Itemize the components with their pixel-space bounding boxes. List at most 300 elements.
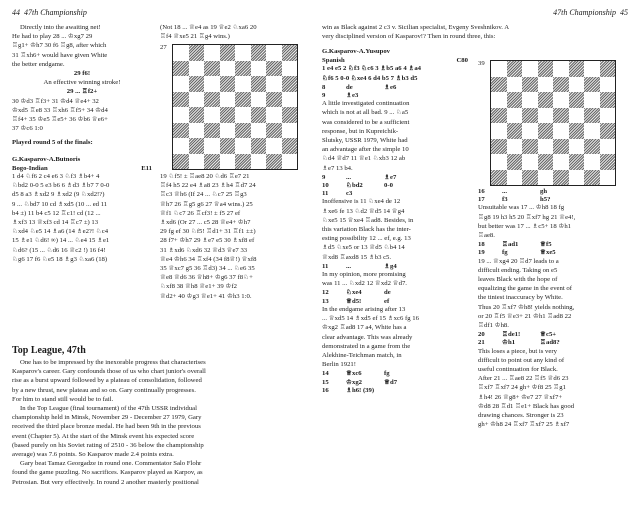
note-line: ♔xg2 ♖ad8 17 a4, White has a bbox=[322, 324, 407, 332]
game-opening: Bogo-Indian bbox=[12, 164, 48, 172]
board-square bbox=[266, 45, 282, 61]
after-line: 35 ♕xc7 g5 36 ♖d3) 34 ... ♘e6 35 bbox=[160, 265, 255, 273]
move-black: ♗g4 bbox=[384, 262, 397, 270]
note-line: the tiniest inaccuracy by White. bbox=[478, 294, 563, 302]
note-line: which is not at all bad. 9 ... ♘a5 bbox=[322, 109, 409, 117]
game-players: G.Kasparov-A.Yusupov bbox=[322, 48, 391, 55]
board-square bbox=[235, 92, 251, 108]
note-line: ♕xd8 ♖axd8 15 ♗b3 c5. bbox=[322, 253, 392, 261]
board-square bbox=[553, 154, 569, 170]
note-line: was 11 ... ♘xd2 12 ♕xd2 ♕d7. bbox=[322, 280, 407, 288]
board-square bbox=[538, 108, 554, 124]
note-line: A little investigated continuation bbox=[322, 100, 410, 108]
body-line: For him to stand still would be to fail. bbox=[12, 395, 114, 403]
note-line: gh+ ♔h8 24 ♖xf7 ♖xf7 25 ♗xf7 bbox=[478, 421, 570, 429]
game-line: ♘g6 17 f6 ♘e5 18 ♗g3 ♘xa6 (18) bbox=[12, 255, 108, 263]
note-line: esting possibility 12 ... ef, e.g. 13 bbox=[322, 235, 411, 243]
board-square bbox=[189, 45, 205, 61]
board-square bbox=[584, 92, 600, 108]
board-square bbox=[538, 170, 554, 186]
move-row bbox=[322, 263, 468, 271]
move-black: de bbox=[384, 289, 391, 297]
board-square bbox=[173, 45, 189, 61]
board-square bbox=[173, 61, 189, 77]
note-line: This loses a piece, but is very bbox=[478, 347, 557, 355]
board-square bbox=[600, 77, 616, 93]
board-square bbox=[553, 77, 569, 93]
board-square bbox=[220, 107, 236, 123]
board-square bbox=[189, 76, 205, 92]
game-line: d5 8 a3 ♗xd2 9 ♗xd2 (9 ♘xd2!?) bbox=[12, 191, 105, 199]
move-number: 21 bbox=[478, 339, 485, 347]
move-row bbox=[478, 188, 628, 196]
move-white: ♗e3 bbox=[346, 92, 359, 100]
board-square bbox=[569, 123, 585, 139]
note-line: Slutsky, USSR 1979, White had bbox=[322, 137, 408, 145]
move-white: ♗h6! (39) bbox=[346, 386, 375, 394]
move-black: ♕d7 bbox=[384, 378, 398, 386]
game-line: 1 e4 e5 2 ♘f3 ♘c6 3 ♗b5 a6 4 ♗a4 bbox=[322, 65, 422, 73]
game-line: 15 ♗e1 ♘d6! ∞) 14 ... ♘e4 15 ♗e1 bbox=[12, 237, 110, 245]
board-square bbox=[569, 92, 585, 108]
move-number: 16 bbox=[478, 188, 485, 195]
move-number: 10 bbox=[322, 182, 329, 190]
board-square bbox=[235, 138, 251, 154]
move-black: ♕xe5 bbox=[540, 249, 556, 257]
board-square bbox=[173, 138, 189, 154]
board-square bbox=[220, 154, 236, 170]
body-line: championship held in Minsk, November 29 - December 27 1979, Gary bbox=[12, 414, 202, 422]
board-square bbox=[553, 139, 569, 155]
board-square bbox=[220, 76, 236, 92]
left-running-title: 47th Championship bbox=[24, 8, 87, 17]
move-number: 15 bbox=[322, 378, 329, 386]
board-square bbox=[204, 138, 220, 154]
board-square bbox=[251, 154, 267, 170]
after-line: ♕h7 26 ♖g5 g6 27 ♕a4 wins.) 25 bbox=[160, 200, 253, 208]
after-line: ♕f1 ♘c7 26 ♖cf3! ± f5 27 ef bbox=[160, 209, 241, 217]
board-square bbox=[538, 154, 554, 170]
board-square bbox=[600, 92, 616, 108]
board-square bbox=[600, 154, 616, 170]
game-line: 9 ... ♘bd7 10 cd ♗xd5 (10 ... ed 11 bbox=[12, 200, 108, 208]
body-line: (based purely on his Soviet rating of 2510 - 36 below the championship bbox=[12, 441, 204, 449]
game-eco: E11 bbox=[141, 164, 152, 172]
left-column-2 bbox=[160, 24, 312, 42]
board-square bbox=[220, 123, 236, 139]
game-opening: Spanish bbox=[322, 57, 345, 65]
move-white: ... bbox=[502, 188, 508, 195]
left-running-head bbox=[12, 8, 87, 17]
move-number: 18 bbox=[478, 241, 485, 249]
left-column-2-after bbox=[160, 173, 312, 302]
move-black: ♕f5 bbox=[540, 241, 552, 249]
note-line: Berlin 1921! bbox=[322, 361, 356, 369]
move-number: 9 bbox=[322, 173, 326, 181]
board-square bbox=[600, 61, 616, 77]
game-players: G.Kasparov-A.Butnoris bbox=[12, 155, 81, 163]
note-line: an advantage after the simple 10 bbox=[322, 146, 409, 154]
board-square bbox=[522, 154, 538, 170]
board-square bbox=[538, 77, 554, 93]
board-square bbox=[189, 107, 205, 123]
board-square bbox=[569, 139, 585, 155]
move-white: fg bbox=[502, 249, 508, 257]
note-line: Thus 20 ♖xf7 ♔h8! yields nothing, bbox=[478, 303, 575, 311]
board-square bbox=[522, 92, 538, 108]
board-square bbox=[522, 77, 538, 93]
left-column-1 bbox=[12, 24, 152, 265]
board-square bbox=[204, 76, 220, 92]
body-line: Kasparov's career. Gary confounds those of us who chart junior's overall bbox=[12, 368, 206, 376]
board-square bbox=[282, 138, 298, 154]
move-row bbox=[322, 387, 468, 395]
board-square bbox=[266, 138, 282, 154]
board-square bbox=[282, 154, 298, 170]
move-number: 16 bbox=[322, 386, 329, 394]
move-row bbox=[322, 174, 468, 182]
note-line: ♗d5 ♘xe5 or 13 ♕d5 ♘b4 14 bbox=[322, 244, 405, 252]
left-page bbox=[12, 0, 312, 521]
note-line: demonstrated in a game from the bbox=[322, 342, 411, 350]
board-square bbox=[584, 139, 600, 155]
note-line: After 21 ... ♖ae8 22 ♖f5 ♕d6 23 bbox=[478, 375, 569, 383]
move-row bbox=[478, 339, 628, 347]
game-line: ♘xd4 ♘e5 14 ♗a6 (14 ♗e2?! ♘c4 bbox=[12, 228, 109, 236]
board-square bbox=[282, 107, 298, 123]
board-square bbox=[553, 108, 569, 124]
move-number: 13 bbox=[322, 297, 329, 305]
board-square bbox=[235, 123, 251, 139]
board-square bbox=[553, 170, 569, 186]
board-square bbox=[266, 107, 282, 123]
intro-line: Directly into the awaiting net! bbox=[20, 24, 101, 31]
move-white: ... bbox=[346, 262, 352, 270]
board-square bbox=[266, 61, 282, 77]
note-line: ♘d4 ♕d7 11 ♕e1 ♘xb3 12 ab bbox=[322, 155, 406, 163]
board-square bbox=[189, 138, 205, 154]
move-white: ♖de1! bbox=[502, 331, 521, 339]
board-square bbox=[584, 108, 600, 124]
move-white: c3 bbox=[346, 190, 353, 198]
move-row bbox=[322, 379, 468, 387]
move-black: ♗e7 bbox=[384, 173, 397, 181]
left-page-number: 44 bbox=[12, 8, 20, 17]
after-line: ♗xd6 (Or 27 ... c5 28 ♕e4+ ♔h7 bbox=[160, 219, 251, 227]
after-line: 31 ♗xd6 ♘xd6 32 ♕d3 ♕e7 33 bbox=[160, 246, 248, 254]
note-line: leaves Black with the hope of bbox=[478, 276, 558, 284]
right-running-head bbox=[553, 8, 628, 17]
board-square bbox=[600, 139, 616, 155]
board-square bbox=[491, 139, 507, 155]
board-square bbox=[553, 123, 569, 139]
board-square bbox=[251, 123, 267, 139]
board-square bbox=[266, 123, 282, 139]
board-square bbox=[220, 92, 236, 108]
note-line: Unsuitable was 17 ... ♔h8 18 fg bbox=[478, 204, 565, 212]
move-number: 17 bbox=[478, 196, 485, 204]
board-square bbox=[282, 92, 298, 108]
right-page-number: 45 bbox=[620, 8, 628, 17]
intro-line: the better endgame. bbox=[12, 60, 65, 68]
board-square bbox=[584, 170, 600, 186]
move-black: gh bbox=[540, 188, 548, 195]
move-number: 12 bbox=[322, 289, 329, 297]
board-square bbox=[600, 170, 616, 186]
board-square bbox=[220, 138, 236, 154]
mid-line: (Not 18 ... ♕e4 as 19 ♕e2 ♘xa6 20 bbox=[160, 24, 257, 31]
game-line: ♘bd2 0-0 5 e3 b6 6 ♗d3 ♗b7 7 0-0 bbox=[12, 182, 110, 190]
board-square bbox=[266, 76, 282, 92]
board-square bbox=[584, 154, 600, 170]
move-row bbox=[322, 298, 468, 306]
cont-line: 37 ♔c6 1:0 bbox=[12, 125, 43, 133]
board-square bbox=[173, 76, 189, 92]
board-square bbox=[173, 107, 189, 123]
board-square bbox=[522, 170, 538, 186]
board-square bbox=[235, 61, 251, 77]
board-square bbox=[507, 61, 523, 77]
board-square bbox=[204, 123, 220, 139]
diagram-number: 39 bbox=[478, 60, 485, 67]
move-black: ♕c5+ bbox=[540, 331, 557, 339]
board-square bbox=[189, 123, 205, 139]
board-square bbox=[553, 92, 569, 108]
note-line: useful continuation for Black. bbox=[478, 366, 558, 374]
move-black: h5? bbox=[540, 196, 551, 204]
finals-line: Played round 5 of the finals: bbox=[12, 139, 93, 147]
game-line: ♘f6 5 0-0 ♘xe4 6 d4 b5 7 ♗b3 d5 bbox=[322, 74, 418, 82]
move-number: 11 bbox=[322, 262, 329, 270]
board-square bbox=[522, 61, 538, 77]
move-number: 9 bbox=[322, 92, 326, 100]
board-square bbox=[491, 154, 507, 170]
cont-line: ♔xd5 ♖e8 33 ♖xh6 ♖f5+ 34 ♔d4 bbox=[12, 106, 108, 114]
board-square bbox=[266, 154, 282, 170]
board-square bbox=[282, 76, 298, 92]
board-square bbox=[553, 61, 569, 77]
after-line: 28 f7+ ♔h7 29 ♗e7 e5 30 ♗xf8 ef bbox=[160, 237, 255, 245]
board-square bbox=[491, 108, 507, 124]
intro-line: win as Black against 2 c3 v. Sicilian specialist, Evgeny Sveshnikov. A bbox=[322, 24, 510, 31]
note-line: difficult ending. Taking on e5 bbox=[478, 266, 558, 274]
board-square bbox=[189, 92, 205, 108]
move-29b: 29 ... ♖f2+ bbox=[66, 88, 98, 96]
board-square bbox=[507, 139, 523, 155]
board-square bbox=[507, 92, 523, 108]
note-line: Alekhine-Teichman match, in bbox=[322, 351, 402, 359]
move-white: ♘xe4 bbox=[346, 289, 362, 297]
body-line: rise as a burst upward followed by a plateau of consolidation, followed bbox=[12, 377, 202, 385]
move-row bbox=[322, 370, 468, 378]
board-square bbox=[251, 45, 267, 61]
chess-diagram bbox=[172, 44, 298, 170]
board-square bbox=[251, 138, 267, 154]
after-line: ♕e8 ♕d6 36 ♕h8+ ♔g6 37 f8♘+ bbox=[160, 274, 253, 282]
note-line: ♗h4! 26 ♕g8+ ♔e7 27 ♕xf7+ bbox=[478, 393, 563, 401]
board-square bbox=[507, 123, 523, 139]
chess-diagram bbox=[490, 60, 616, 186]
after-line: 29 fg ef 30 ♘f5! ♖d1+ 31 ♖f1 ±±) bbox=[160, 228, 256, 236]
board-square bbox=[538, 92, 554, 108]
move-white: ♕xc6 bbox=[346, 370, 362, 378]
move-white: ♘bd2 bbox=[346, 182, 363, 190]
board-square bbox=[282, 123, 298, 139]
note-line: clear advantage. This was already bbox=[322, 333, 413, 341]
board-square bbox=[204, 107, 220, 123]
move-white: ♔h1 bbox=[502, 339, 516, 347]
board-square bbox=[204, 154, 220, 170]
board-square bbox=[282, 61, 298, 77]
board-square bbox=[584, 61, 600, 77]
body-line: by a new thrust, new plateau and so on. Gary continually progresses. bbox=[12, 386, 196, 394]
after-line: ♘xf8 38 ♕h8 ♕e1+ 39 ♔f2 bbox=[160, 283, 237, 291]
cont-line: ♖f4+ 35 ♔e5 ♖e5+ 36 ♔b6 ♕e6+ bbox=[12, 116, 108, 124]
note-line: ♔d8 28 ♖d1 ♖e1+ Black has good bbox=[478, 402, 575, 410]
board-square bbox=[522, 108, 538, 124]
body-line: average) was 7.6 points. So Kasparov made 2.4 points extra. bbox=[12, 451, 174, 459]
note-line: equalizing the game in the event of bbox=[478, 285, 572, 293]
note-line: ♖xf7 ♖xf7 24 gh+ ♔f8 25 ♖g1 bbox=[478, 384, 566, 392]
move-white: ... bbox=[346, 173, 352, 181]
move-number: 19 bbox=[478, 249, 485, 257]
left-full-width bbox=[12, 342, 312, 488]
move-row bbox=[322, 289, 468, 297]
board-square bbox=[584, 123, 600, 139]
move-row bbox=[322, 84, 468, 92]
board-square bbox=[538, 61, 554, 77]
board-square bbox=[538, 139, 554, 155]
board-square bbox=[569, 61, 585, 77]
note-line: 19 ... ♕xg4 20 ♖d7 leads to a bbox=[478, 257, 559, 265]
game-line: 1 d4 ♘f6 2 c4 e6 3 ♘f3 ♗b4+ 4 bbox=[12, 173, 100, 181]
note-line: In the endgame arising after 13 bbox=[322, 305, 406, 313]
game-opening-row bbox=[12, 165, 152, 173]
mid-line: ♖f4 ♕xe5 21 ♖g4 wins.) bbox=[160, 33, 230, 41]
body-line: found the game puzzling. No sacrifices. Kasparov played as Karpov, as bbox=[12, 469, 203, 477]
board-square bbox=[507, 108, 523, 124]
after-line: ♖c3 ♕h6 (If 24 ... ♘c7 25 ♖g3 bbox=[160, 191, 247, 199]
board-square bbox=[251, 61, 267, 77]
board-square bbox=[235, 107, 251, 123]
board-square bbox=[507, 154, 523, 170]
move-number: 8 bbox=[322, 83, 326, 91]
cont-line: 30 ♔d3 ♖f3+ 31 ♔d4 ♕e4+ 32 bbox=[12, 97, 99, 105]
after-line: ♖f4 h5 22 e4 ♗a8 23 ♗h4 ♖d7 24 bbox=[160, 182, 256, 190]
right-page bbox=[322, 0, 628, 521]
board-square bbox=[569, 170, 585, 186]
board-square bbox=[507, 77, 523, 93]
note-line: difficult to point out any kind of bbox=[478, 356, 565, 364]
board-square bbox=[189, 154, 205, 170]
annotation: An effective winning stroke! bbox=[43, 79, 121, 87]
board-square bbox=[204, 45, 220, 61]
note-line: but better was 17 ... ♗c5+ 18 ♔h1 bbox=[478, 222, 572, 230]
move-white: ♕d5! bbox=[346, 297, 362, 305]
board-square bbox=[173, 92, 189, 108]
intro-line: 31 ♖xh6+ would have given White bbox=[12, 51, 108, 59]
right-running-title: 47th Championship bbox=[553, 8, 616, 17]
right-intro bbox=[322, 24, 628, 42]
board-square bbox=[235, 45, 251, 61]
note-line: ♖g8 19 h3 h5 20 ♖xf7 hg 21 ♕e4!, bbox=[478, 213, 576, 221]
board-square bbox=[522, 139, 538, 155]
board-square bbox=[173, 154, 189, 170]
move-black: ♖ad8? bbox=[540, 339, 560, 347]
note-line: drawing chances. Stronger is 23 bbox=[478, 412, 564, 420]
board-square bbox=[491, 61, 507, 77]
board-square bbox=[189, 61, 205, 77]
note-line: response, but in Kupreichik- bbox=[322, 127, 399, 135]
note-line: this variation Black has the inter- bbox=[322, 226, 411, 234]
board-square bbox=[569, 77, 585, 93]
board-square bbox=[538, 123, 554, 139]
move-black: fg bbox=[384, 370, 390, 378]
note-line: ♘xe5 15 ♕xe4 ♖ad8. Besides, in bbox=[322, 216, 414, 224]
body-line: received the third place bronze medal. He had been 9th in the previous bbox=[12, 423, 201, 431]
move-row bbox=[322, 92, 468, 100]
body-line: Petrosian. But very effectively. In round 2 another masterly positional bbox=[12, 478, 199, 486]
board-square bbox=[491, 123, 507, 139]
after-line: 19 ♘f5! ± ♖ae8 20 ♘d6 ♖e7 21 bbox=[160, 173, 250, 180]
after-line: ♕d2+ 40 ♔g3 ♕e1+ 41 ♔h3 1:0. bbox=[160, 292, 252, 300]
move-row bbox=[478, 249, 628, 257]
game-line: ♘d6? (15 ... ♘d6 16 ♕c2 !) 16 f4! bbox=[12, 246, 106, 254]
move-black: 0-0 bbox=[384, 182, 393, 190]
move-number: 14 bbox=[322, 370, 329, 378]
game-line: ♗xf3 13 ♕xf3 cd 14 ♖c7 ±) 13 bbox=[12, 219, 99, 227]
board-square bbox=[204, 61, 220, 77]
note-line: or 20 ♖f5 ♕e3+ 21 ♔h1 ♖ad8 22 bbox=[478, 312, 572, 320]
move-white: f3 bbox=[502, 196, 508, 204]
board-square bbox=[569, 154, 585, 170]
board-square bbox=[507, 170, 523, 186]
body-line: Gary beat Tamaz Georgadze in round one. Commentator Salo Flohr bbox=[20, 460, 202, 468]
note-line: Inoffensive is 11 ♘xe4 de 12 bbox=[322, 198, 401, 206]
move-white: de bbox=[346, 83, 353, 91]
move-number: 11 bbox=[322, 190, 329, 198]
body-line: One has to be impressed by the inexorable progress that characterises bbox=[20, 359, 206, 366]
board-square bbox=[251, 107, 267, 123]
right-column-1 bbox=[322, 48, 468, 395]
intro-line: very disciplined version of Kasparov!? Then in round three, this: bbox=[322, 33, 496, 41]
note-line: was considered to be a sufficient bbox=[322, 118, 410, 126]
board-square bbox=[491, 77, 507, 93]
board-square bbox=[220, 45, 236, 61]
section-heading: Top League, 47th bbox=[12, 345, 86, 356]
board-square bbox=[235, 76, 251, 92]
intro-line: He had to play 28 ... ♔xg7 29 bbox=[12, 33, 93, 41]
move-black: ♗e6 bbox=[384, 83, 397, 91]
board-square bbox=[491, 170, 507, 186]
board-square bbox=[266, 92, 282, 108]
note-line: In my opinion, more promising bbox=[322, 271, 406, 279]
board-square bbox=[204, 92, 220, 108]
board-square bbox=[251, 76, 267, 92]
note-line: ♗e7 13 b4. bbox=[322, 164, 353, 172]
board-square bbox=[600, 108, 616, 124]
move-29: 29 f6! bbox=[73, 70, 91, 78]
board-square bbox=[251, 92, 267, 108]
note-line: ... ♕xd5 14 ♗xd5 ef 15 ♗xc6 fg 16 bbox=[322, 315, 419, 323]
move-row bbox=[322, 182, 468, 190]
game-eco: C80 bbox=[456, 57, 468, 65]
after-line: ♕e4 ♔h6 34 ♖xf4 (34 f8♕!) ♕xf8 bbox=[160, 255, 257, 263]
board-square bbox=[220, 61, 236, 77]
board-square bbox=[491, 92, 507, 108]
board-square bbox=[584, 77, 600, 93]
body-line: event (Chapter 5). At the start of the Minsk event his expected score bbox=[12, 432, 195, 440]
